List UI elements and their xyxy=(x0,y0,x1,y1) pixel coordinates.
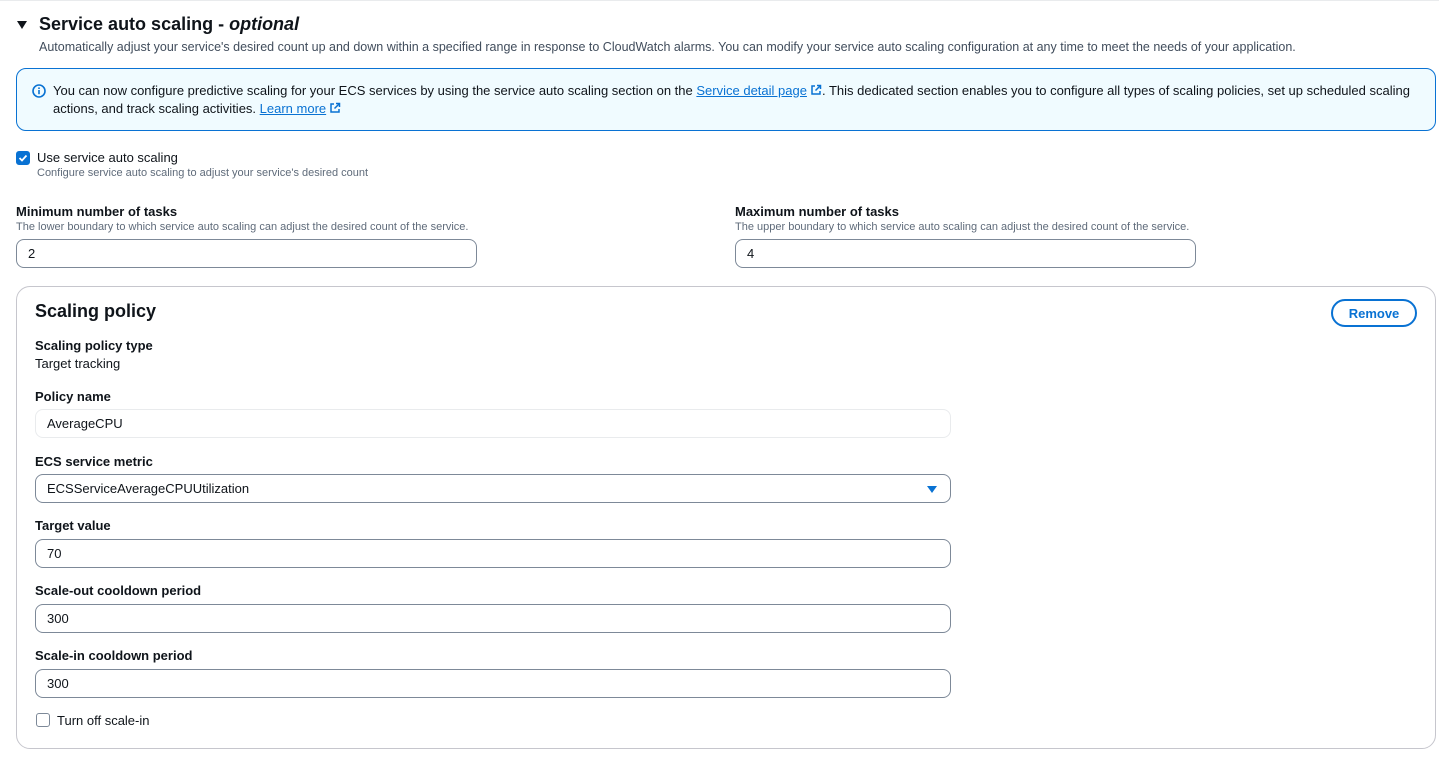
max-tasks-label: Maximum number of tasks xyxy=(735,204,899,219)
optional-label: optional xyxy=(229,14,300,34)
scaling-policy-panel xyxy=(16,286,1436,749)
use-auto-scaling-checkbox[interactable] xyxy=(16,151,30,165)
max-tasks-input[interactable]: 4 xyxy=(735,239,1196,268)
service-detail-link[interactable]: Service detail page xyxy=(696,83,807,98)
min-tasks-description: The lower boundary to which service auto scaling can adjust the desired count of the service. xyxy=(16,221,469,233)
section-header[interactable] xyxy=(16,14,299,35)
min-tasks-input[interactable]: 2 xyxy=(16,239,477,268)
scale-out-input[interactable]: 300 xyxy=(35,604,951,633)
dropdown-caret-icon[interactable] xyxy=(926,485,938,494)
section-description: Automatically adjust your service's desired count up and down within a specified range in response to CloudWatch alarms. You can modify your service auto scaling configuration at any time to meet the needs of your application. xyxy=(39,40,1296,54)
min-tasks-label: Minimum number of tasks xyxy=(16,204,178,219)
target-value-input[interactable]: 70 xyxy=(35,539,951,568)
external-link-icon[interactable] xyxy=(329,102,341,114)
remove-button[interactable]: Remove xyxy=(1331,299,1417,327)
policy-type-label: Scaling policy type xyxy=(35,338,153,353)
caret-down-icon[interactable] xyxy=(16,19,28,31)
metric-label: ECS service metric xyxy=(35,454,153,469)
scale-in-input[interactable]: 300 xyxy=(35,669,951,698)
scale-in-label: Scale-in cooldown period xyxy=(35,648,193,663)
target-value-label: Target value xyxy=(35,518,111,533)
top-divider xyxy=(0,0,1439,2)
metric-select-value: ECSServiceAverageCPUUtilization xyxy=(47,481,250,496)
checkmark-icon xyxy=(18,153,28,163)
use-auto-scaling-label[interactable]: Use service auto scaling xyxy=(37,150,178,165)
policy-name-input[interactable]: AverageCPU xyxy=(35,409,951,438)
turn-off-scale-in-label[interactable]: Turn off scale-in xyxy=(57,713,150,728)
learn-more-link[interactable]: Learn more xyxy=(259,101,327,116)
scaling-policy-title: Scaling policy xyxy=(35,301,157,321)
turn-off-scale-in-checkbox[interactable] xyxy=(36,713,50,727)
info-alert xyxy=(16,68,1436,131)
scale-out-label: Scale-out cooldown period xyxy=(35,583,202,598)
metric-select[interactable] xyxy=(35,474,951,503)
policy-name-label: Policy name xyxy=(35,389,111,404)
info-icon xyxy=(32,84,46,98)
max-tasks-description: The upper boundary to which service auto scaling can adjust the desired count of the service. xyxy=(735,221,1190,233)
info-text: You can now configure predictive scaling for your ECS services by using the service auto scaling section on the Service detail page . This dedicated section enables you to configure all types of scaling policies, set up scheduled scaling actions, and track scaling activities. Learn more xyxy=(53,83,1410,116)
external-link-icon[interactable] xyxy=(810,84,822,96)
section-title: Service auto scaling - optional xyxy=(39,14,300,34)
policy-type-value: Target tracking xyxy=(35,356,121,371)
use-auto-scaling-description: Configure service auto scaling to adjust your service's desired count xyxy=(37,167,369,179)
